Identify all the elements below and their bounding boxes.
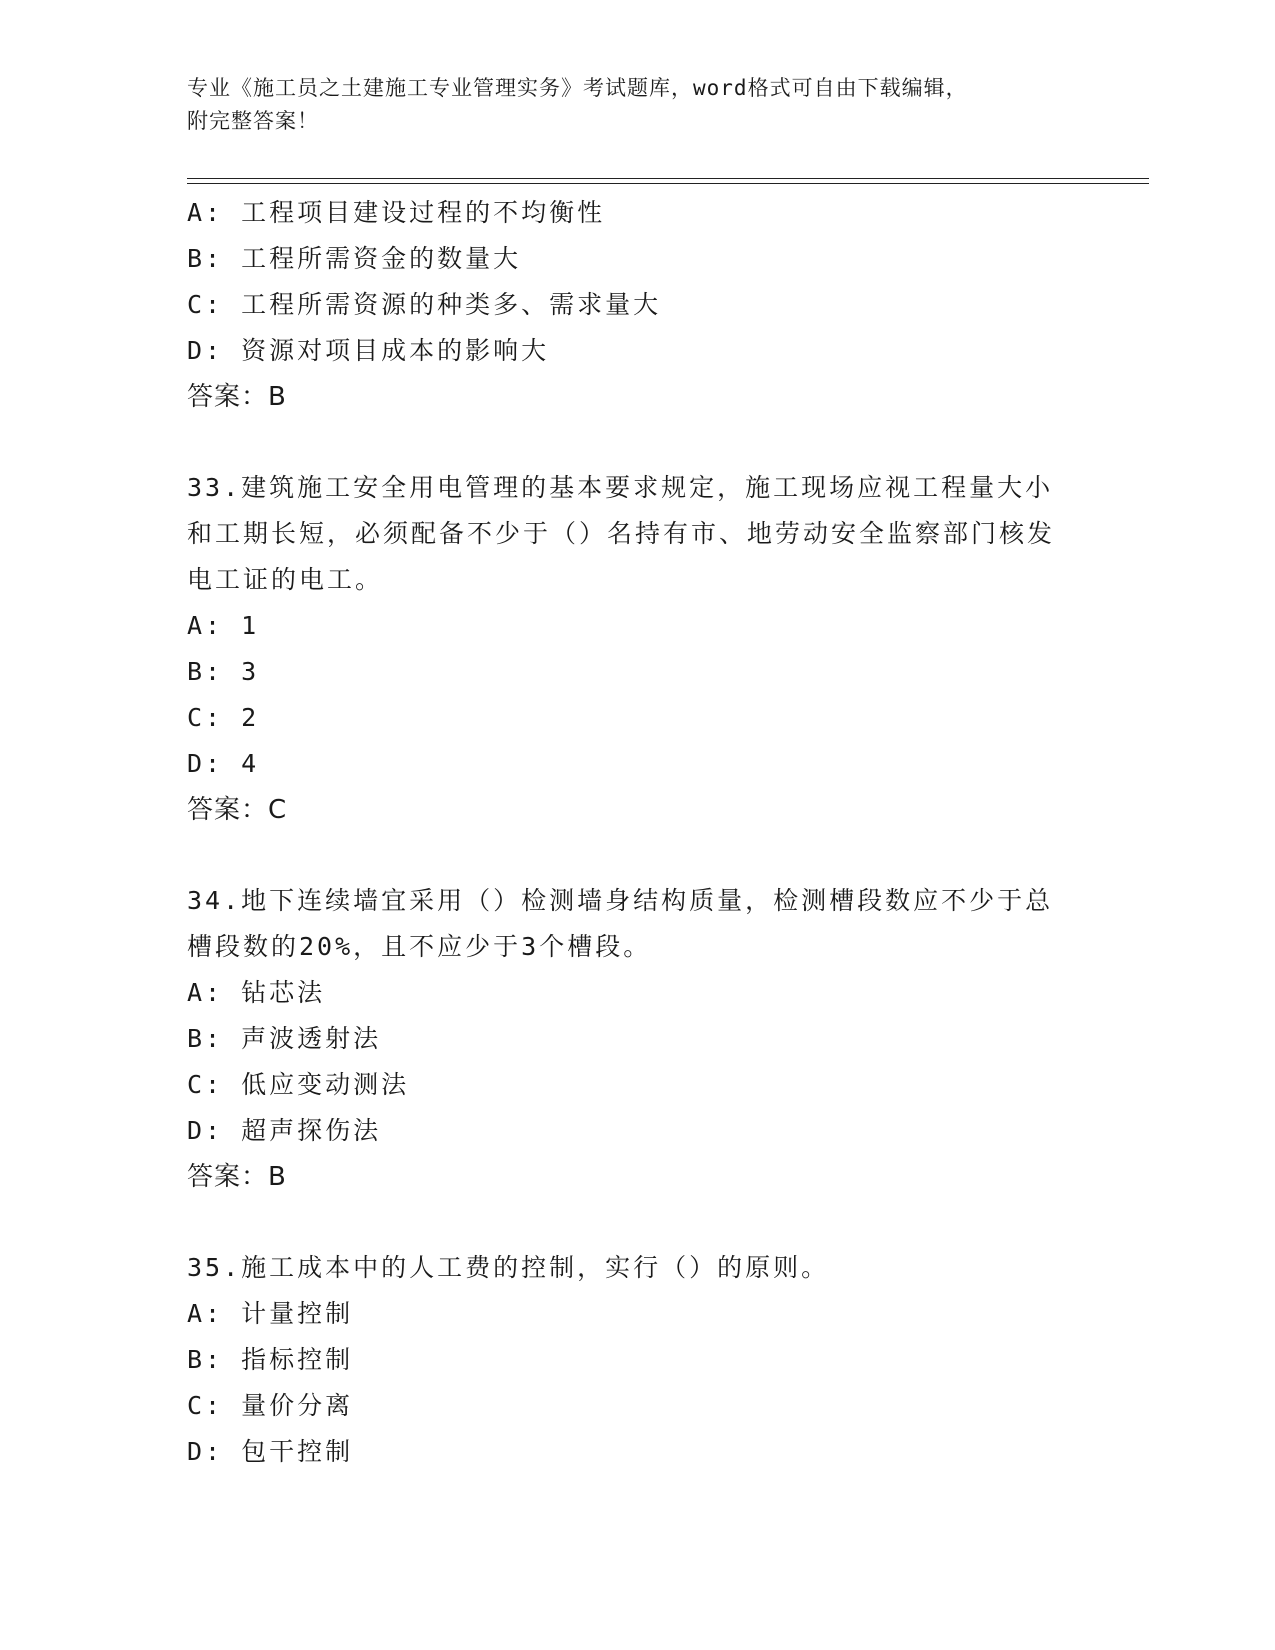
option-a: A: 计量控制 (187, 1299, 354, 1328)
question-32 (187, 190, 1087, 420)
option-c: C: 低应变动测法 (187, 1070, 410, 1099)
option-d: D: 资源对项目成本的影响大 (187, 336, 550, 365)
question-stem: 34.地下连续墙宜采用（）检测墙身结构质量，检测槽段数应不少于总槽段数的20%，且不应少于3个槽段。 (187, 886, 1054, 961)
option-c: C: 2 (187, 703, 260, 732)
option-d: D: 包干控制 (187, 1437, 354, 1466)
question-stem: 33.建筑施工安全用电管理的基本要求规定，施工现场应视工程量大小和工期长短，必须配备不少于（）名持有市、地劳动安全监察部门核发电工证的电工。 (187, 473, 1056, 594)
header-divider-bottom (187, 183, 1149, 184)
option-b: B: 3 (187, 657, 260, 686)
option-b: B: 工程所需资金的数量大 (187, 244, 522, 273)
question-35 (187, 1245, 1087, 1475)
option-b: B: 指标控制 (187, 1345, 354, 1374)
option-b: B: 声波透射法 (187, 1024, 382, 1053)
option-d: D: 超声探伤法 (187, 1116, 382, 1145)
header-line-2: 附完整答案！ (187, 109, 319, 133)
question-stem: 35.施工成本中的人工费的控制，实行（）的原则。 (187, 1253, 830, 1282)
option-c: C: 工程所需资源的种类多、需求量大 (187, 290, 662, 319)
question-content (187, 190, 1087, 1475)
question-33 (187, 465, 1087, 833)
answer-line: 答案：C (187, 795, 288, 825)
option-d: D: 4 (187, 749, 260, 778)
document-header (187, 72, 1067, 138)
option-a: A: 工程项目建设过程的不均衡性 (187, 198, 606, 227)
option-c: C: 量价分离 (187, 1391, 354, 1420)
option-a: A: 1 (187, 611, 260, 640)
header-line-1: 专业《施工员之土建施工专业管理实务》考试题库，word格式可自由下载编辑， (187, 76, 968, 100)
answer-line: 答案：B (187, 382, 287, 412)
question-34 (187, 878, 1087, 1200)
answer-line: 答案：B (187, 1162, 287, 1192)
option-a: A: 钻芯法 (187, 978, 326, 1007)
header-divider-top (187, 178, 1149, 179)
